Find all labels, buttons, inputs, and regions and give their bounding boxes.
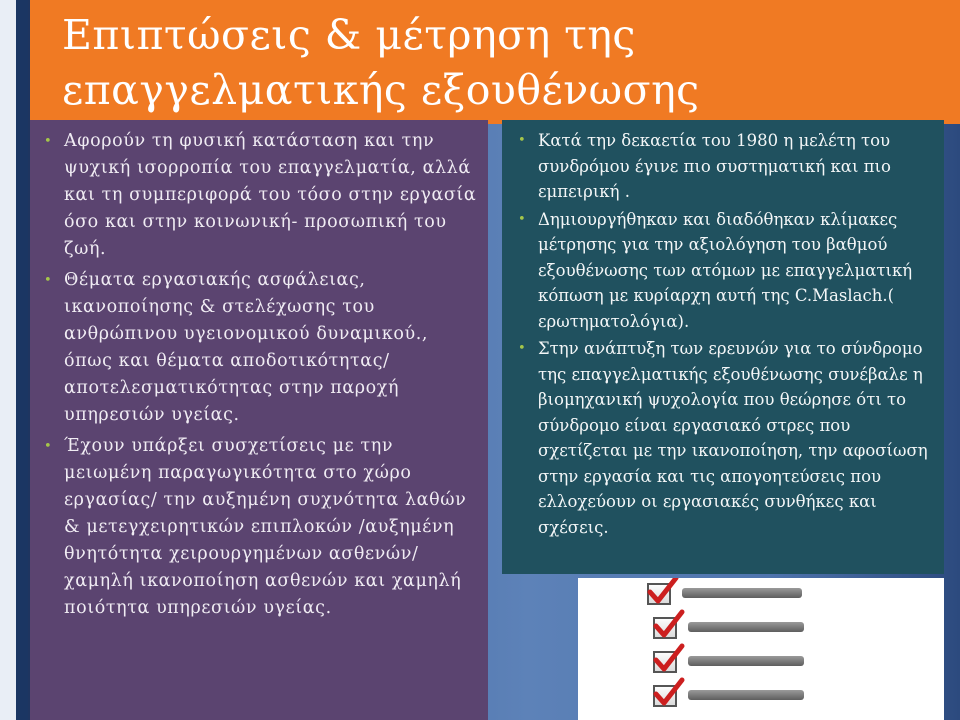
bullet-icon: • [44,134,53,149]
bullet-icon: • [518,211,526,227]
slide-title-line-1: Επιπτώσεις & μέτρηση της [62,11,636,59]
right-text-panel [502,120,944,574]
checklist-row [654,612,804,638]
bullet-text: Στην ανάπτυξη των ερευνών για το σύνδρομο της επαγγελματικής εξουθένωσης συνέβαλε η βιομηχανική ψυχολογία που θεώρησε ότι το σύνδρομο είναι εργασιακό στρες που σχετίζεται με την ικανοποίηση, την αφοσίωση στην εργασία και τις απογοητεύσεις που ελλοχεύουν οι εργασιακές συνθήκες και σχέσεις. [538,339,928,537]
bullet-text: Θέματα εργασιακής ασφάλειας, ικανοποίησης & στελέχωσης του ανθρώπινου υγειονομικού δυναμικού., όπως και θέματα αποδοτικότητας/ αποτελεσματικότητας στην παροχή υπηρεσιών υγείας. [64,270,429,425]
checklist-icon [578,578,944,720]
right-bullet-list [512,128,936,540]
checklist-row [648,578,802,604]
bullet-icon: • [518,133,526,148]
list-item [42,128,478,263]
slide-edge-strip [0,0,16,720]
slide-title [30,0,960,118]
left-bullet-list [42,128,478,622]
bullet-icon: • [44,439,53,454]
bullet-text: Έχουν υπάρξει συσχετίσεις με την μειωμένη παραγωγικότητα στο χώρο εργασίας/ την αυξημένη συχνότητα λαθών & μετεγχειρητικών επιπλοκών /αυξημένη θνητότητα χειρουργημένων ασθενών/ χαμηλή ικανοποίηση ασθενών και χαμηλή ποιότητα υπηρεσιών υγείας. [64,436,467,618]
slide-edge-dark-strip [16,0,28,720]
bullet-text: Δημιουργήθηκαν και διαδόθηκαν κλίμακες μέτρησης για την αξιολόγηση του βαθμού εξουθένωσης των ατόμων με επαγγελματική κόπωση με κυρίαρχη αυτή της C.Maslach.( ερωτηματολόγια). [538,209,913,331]
list-item [42,433,478,622]
bullet-icon: • [518,341,526,356]
list-item [512,336,936,540]
slide-title-line-2: επαγγελματικής εξουθένωσης [62,66,700,114]
checklist-image [578,578,944,720]
bullet-text: Αφορούν τη φυσική κατάσταση και την ψυχική ισορροπία του επαγγελματία, αλλά και τη συμπεριφορά του τόσο στην εργασία όσο και στην κοινωνική- προσωπική του ζωή. [64,131,477,259]
bullet-icon: • [44,273,53,288]
title-banner [30,0,960,124]
list-item [512,128,936,205]
bullet-text: Κατά την δεκαετία του 1980 η μελέτη του συνδρόμου έγινε πιο συστηματική και πιο εμπειρική . [538,131,891,201]
list-item [512,207,936,335]
checklist-row [654,646,804,672]
left-text-panel [30,120,488,720]
checklist-row [654,680,804,706]
list-item [42,267,478,429]
